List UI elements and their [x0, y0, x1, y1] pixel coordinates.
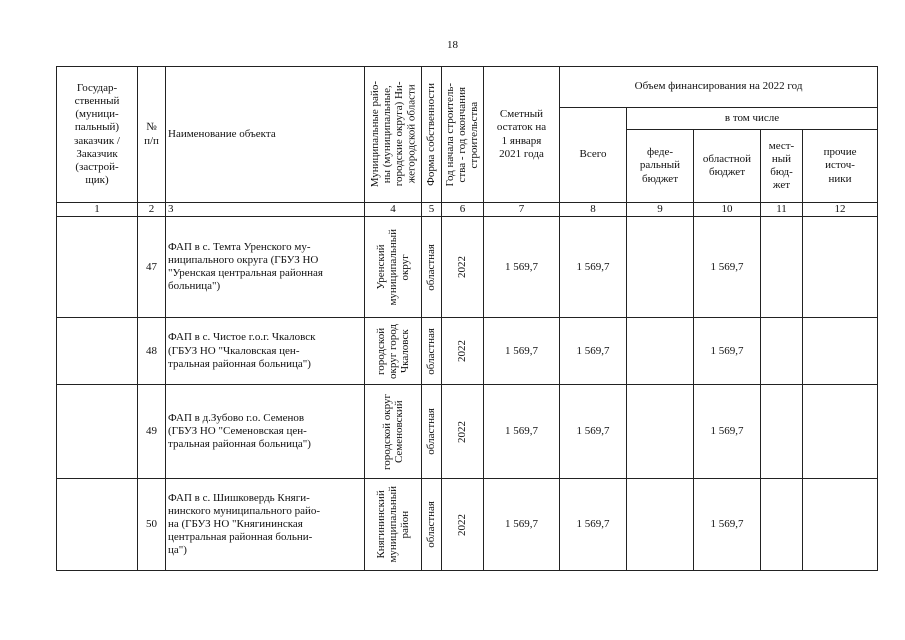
- column-number: 4: [365, 203, 422, 217]
- local-cell: [761, 479, 803, 571]
- table-row: [57, 217, 878, 318]
- regional-cell: 1 569,7: [694, 217, 761, 318]
- district-cell: городской округ Семеновский: [365, 385, 422, 479]
- district-cell: Княгининский муниципальный район: [365, 479, 422, 571]
- years-cell: 2022: [442, 385, 484, 479]
- total-cell: 1 569,7: [560, 385, 627, 479]
- row-number: 49: [138, 385, 166, 479]
- header-regional: областной бюджет: [694, 130, 761, 203]
- header-district: Муниципальные райо- ны (муниципальные, городские округа) Ни- жегородской области: [365, 67, 422, 203]
- ownership-cell: областная: [422, 217, 442, 318]
- header-num: № п/п: [138, 67, 166, 203]
- regional-cell: 1 569,7: [694, 479, 761, 571]
- total-cell: 1 569,7: [560, 318, 627, 385]
- column-number: 3: [166, 203, 365, 217]
- customer-cell: [57, 318, 138, 385]
- header-financing: Объем финансирования на 2022 год: [560, 67, 878, 108]
- object-name: ФАП в с. Чистое г.о.г. Чкаловск (ГБУЗ НО "Чкаловская цен- тральная районная больница"): [166, 318, 365, 385]
- header-ownership: Форма собственности: [422, 67, 442, 203]
- regional-cell: 1 569,7: [694, 385, 761, 479]
- other-cell: [803, 318, 878, 385]
- table-row: [57, 385, 878, 479]
- page-number: 18: [447, 39, 458, 51]
- column-number: 10: [694, 203, 761, 217]
- estimate-cell: 1 569,7: [484, 385, 560, 479]
- local-cell: [761, 385, 803, 479]
- column-number: 6: [442, 203, 484, 217]
- years-cell: 2022: [442, 318, 484, 385]
- header-federal: феде- ральный бюджет: [627, 130, 694, 203]
- total-cell: 1 569,7: [560, 479, 627, 571]
- header-estimate: Сметный остаток на 1 января 2021 года: [484, 67, 560, 203]
- header-including: в том числе: [627, 108, 878, 130]
- financing-table: [56, 66, 878, 571]
- column-number: 12: [803, 203, 878, 217]
- object-name: ФАП в с. Шишковердь Княги- нинского муниципального райо- на (ГБУЗ НО "Княгининская центральная районная больни- ца"): [166, 479, 365, 571]
- header-other: прочие источ- ники: [803, 130, 878, 203]
- column-number: 11: [761, 203, 803, 217]
- header-name: Наименование объекта: [166, 67, 365, 203]
- row-number: 50: [138, 479, 166, 571]
- header-customer: Государ- ственный (муници- пальный) заказчик / Заказчик (застрой- щик): [57, 67, 138, 203]
- customer-cell: [57, 479, 138, 571]
- local-cell: [761, 217, 803, 318]
- column-number: 2: [138, 203, 166, 217]
- column-number: 7: [484, 203, 560, 217]
- column-number: 9: [627, 203, 694, 217]
- object-name: ФАП в с. Темта Уренского му- ниципального округа (ГБУЗ НО "Уренская центральная районная больница"): [166, 217, 365, 318]
- table-row: [57, 318, 878, 385]
- federal-cell: [627, 479, 694, 571]
- other-cell: [803, 385, 878, 479]
- federal-cell: [627, 318, 694, 385]
- header-total: Всего: [560, 108, 627, 203]
- ownership-cell: областная: [422, 318, 442, 385]
- ownership-cell: областная: [422, 479, 442, 571]
- regional-cell: 1 569,7: [694, 318, 761, 385]
- federal-cell: [627, 385, 694, 479]
- header-local: мест- ный бюд- жет: [761, 130, 803, 203]
- row-number: 47: [138, 217, 166, 318]
- total-cell: 1 569,7: [560, 217, 627, 318]
- estimate-cell: 1 569,7: [484, 479, 560, 571]
- other-cell: [803, 479, 878, 571]
- header-years: Год начала строитель- ства - год окончания строительства: [442, 67, 484, 203]
- customer-cell: [57, 385, 138, 479]
- object-name: ФАП в д.Зубово г.о. Семенов (ГБУЗ НО "Семеновская цен- тральная районная больница"): [166, 385, 365, 479]
- estimate-cell: 1 569,7: [484, 318, 560, 385]
- ownership-cell: областная: [422, 385, 442, 479]
- table-row: [57, 479, 878, 571]
- district-cell: Уренский муниципальный округ: [365, 217, 422, 318]
- estimate-cell: 1 569,7: [484, 217, 560, 318]
- years-cell: 2022: [442, 217, 484, 318]
- local-cell: [761, 318, 803, 385]
- district-cell: городской округ город Чкаловск: [365, 318, 422, 385]
- customer-cell: [57, 217, 138, 318]
- column-number: 5: [422, 203, 442, 217]
- federal-cell: [627, 217, 694, 318]
- years-cell: 2022: [442, 479, 484, 571]
- row-number: 48: [138, 318, 166, 385]
- column-numbers-row: [57, 203, 878, 217]
- other-cell: [803, 217, 878, 318]
- column-number: 1: [57, 203, 138, 217]
- column-number: 8: [560, 203, 627, 217]
